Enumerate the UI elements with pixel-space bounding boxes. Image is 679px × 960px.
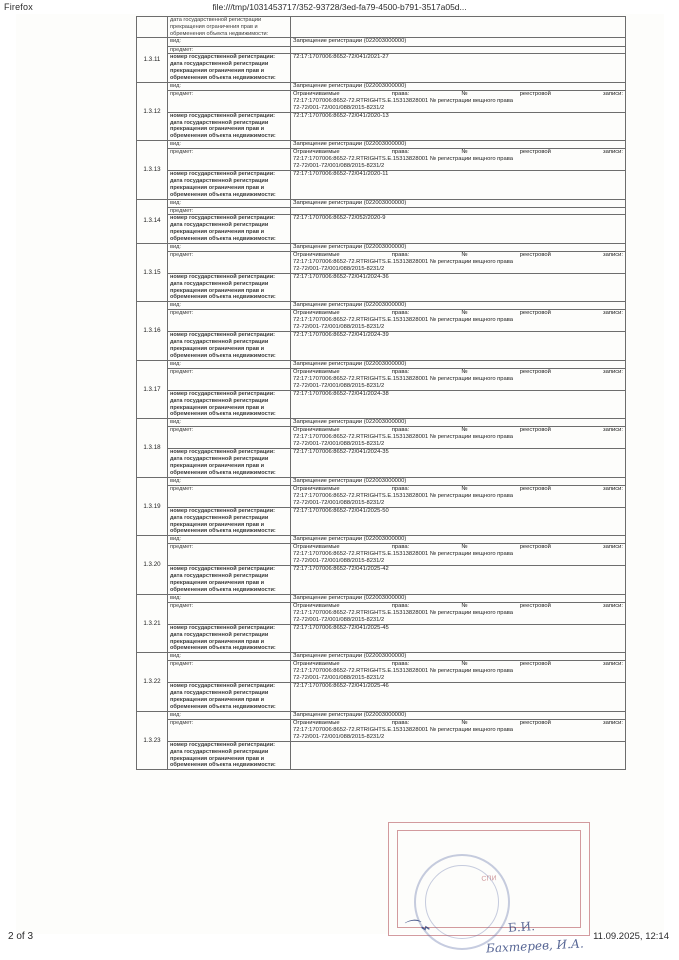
field-value-cell: Ограничиваемые права: № реестровой записи: 72:17:1707006:8652-72.RTRIGHTS.E.15313828001 № регистрации вещного права 72-72/001-72/001/088/2015-8231/2 [291, 485, 626, 507]
field-value-cell: Запрещение регистрации (022003000000) [291, 711, 626, 719]
record-number-cell: 1.3.14 [137, 199, 168, 243]
print-preview-url: file:///tmp/1031453717/352-93728/3ed-fa79-4500-b791-3517a05d... [212, 2, 467, 12]
table-row [137, 360, 626, 368]
field-label-cell: вид: [168, 243, 291, 251]
table-row [137, 54, 626, 82]
table-row [137, 711, 626, 719]
field-value-cell [291, 17, 626, 38]
table-row [137, 141, 626, 149]
field-value-cell: Запрещение регистрации (022003000000) [291, 302, 626, 310]
table-row [137, 602, 626, 624]
record-number-cell: 1.3.12 [137, 82, 168, 141]
field-value-cell: 72:17:1707006:8652-72/041/2025-42 [291, 566, 626, 594]
field-label-cell: номер государственной регистрации: дата государственной регистрации прекращения ограничения прав и обременения объекта недвижимости: [168, 566, 291, 594]
table-row [137, 207, 626, 215]
field-value-cell: Ограничиваемые права: № реестровой записи: 72:17:1707006:8652-72.RTRIGHTS.E.15313828001 № регистрации вещного права 72-72/001-72/001/088/2015-8231/2 [291, 251, 626, 273]
field-label-cell: вид: [168, 199, 291, 207]
field-label-cell: номер государственной регистрации: дата государственной регистрации прекращения ограничения прав и обременения объекта недвижимости: [168, 741, 291, 769]
record-number-cell: 1.3.15 [137, 243, 168, 302]
table-row [137, 719, 626, 741]
field-value-cell: Ограничиваемые права: № реестровой записи: 72:17:1707006:8652-72.RTRIGHTS.E.15313828001 № регистрации вещного права 72-72/001-72/001/088/2015-8231/2 [291, 427, 626, 449]
signature-initials: Б.И. [507, 919, 536, 935]
field-label-cell: номер государственной регистрации: дата государственной регистрации прекращения ограничения прав и обременения объекта недвижимости: [168, 332, 291, 360]
field-label-cell: номер государственной регистрации: дата государственной регистрации прекращения ограничения прав и обременения объекта недвижимости: [168, 215, 291, 243]
record-number-cell: 1.3.13 [137, 141, 168, 200]
table-row [137, 82, 626, 90]
field-value-cell: 72:17:1707006:8652-72/041/2024-39 [291, 332, 626, 360]
field-label-cell: вид: [168, 536, 291, 544]
table-row [137, 624, 626, 652]
field-label-cell: предмет: [168, 46, 291, 54]
record-number-cell: 1.3.16 [137, 302, 168, 361]
field-value-cell: Ограничиваемые права: № реестровой записи: 72:17:1707006:8652-72.RTRIGHTS.E.15313828001 № регистрации вещного права 72-72/001-72/001/088/2015-8231/2 [291, 661, 626, 683]
table-row [137, 449, 626, 477]
browser-app-label: Firefox [4, 2, 33, 12]
field-label-cell: номер государственной регистрации: дата государственной регистрации прекращения ограничения прав и обременения объекта недвижимости: [168, 683, 291, 711]
table-row [137, 90, 626, 112]
blue-seal-overlay [414, 854, 510, 950]
field-value-cell: 72:17:1707006:8652-72/041/2025-45 [291, 624, 626, 652]
table-row [137, 741, 626, 769]
field-label-cell: вид: [168, 477, 291, 485]
field-label-cell: номер государственной регистрации: дата государственной регистрации прекращения ограничения прав и обременения объекта недвижимости: [168, 507, 291, 535]
record-number-cell: 1.3.22 [137, 653, 168, 712]
registration-records-table [136, 16, 626, 770]
field-value-cell: Запрещение регистрации (022003000000) [291, 419, 626, 427]
field-value-cell: Запрещение регистрации (022003000000) [291, 360, 626, 368]
field-label-cell: номер государственной регистрации: дата государственной регистрации прекращения ограничения прав и обременения объекта недвижимости: [168, 54, 291, 82]
table-row [137, 536, 626, 544]
table-row [137, 661, 626, 683]
table-row [137, 566, 626, 594]
signature-name: Бахтерев, И.А. [485, 936, 585, 956]
field-label-cell: вид: [168, 711, 291, 719]
field-label-cell: номер государственной регистрации: дата государственной регистрации прекращения ограничения прав и обременения объекта недвижимости: [168, 449, 291, 477]
record-number-cell: 1.3.20 [137, 536, 168, 595]
field-value-cell: Ограничиваемые права: № реестровой записи: 72:17:1707006:8652-72.RTRIGHTS.E.15313828001 № регистрации вещного права 72-72/001-72/001/088/2015-8231/2 [291, 719, 626, 741]
field-value-cell: Запрещение регистрации (022003000000) [291, 536, 626, 544]
field-value-cell: 72:17:1707006:8652-72/041/2024-35 [291, 449, 626, 477]
field-value-cell: Ограничиваемые права: № реестровой записи: 72:17:1707006:8652-72.RTRIGHTS.E.15313828001 № регистрации вещного права 72-72/001-72/001/088/2015-8231/2 [291, 602, 626, 624]
field-value-cell: Ограничиваемые права: № реестровой записи: 72:17:1707006:8652-72.RTRIGHTS.E.15313828001 № регистрации вещного права 72-72/001-72/001/088/2015-8231/2 [291, 310, 626, 332]
table-row [137, 507, 626, 535]
red-stamp-overlay [388, 822, 590, 936]
field-label-cell: вид: [168, 38, 291, 46]
field-label-cell: номер государственной регистрации: дата государственной регистрации прекращения ограничения прав и обременения объекта недвижимости: [168, 112, 291, 140]
field-label-cell: номер государственной регистрации: дата государственной регистрации прекращения ограничения прав и обременения объекта недвижимости: [168, 273, 291, 301]
field-label-cell: вид: [168, 302, 291, 310]
field-value-cell [291, 741, 626, 769]
field-value-cell: 72:17:1707006:8652-72/041/2024-38 [291, 390, 626, 418]
record-number-cell: 1.3.18 [137, 419, 168, 478]
field-value-cell: 72:17:1707006:8652-72/041/2020-13 [291, 112, 626, 140]
field-label-cell: вид: [168, 360, 291, 368]
field-value-cell: Ограничиваемые права: № реестровой записи: 72:17:1707006:8652-72.RTRIGHTS.E.15313828001 № регистрации вещного права 72-72/001-72/001/088/2015-8231/2 [291, 90, 626, 112]
table-row [137, 427, 626, 449]
table-row [137, 390, 626, 418]
field-label-cell: вид: [168, 594, 291, 602]
field-label-cell: вид: [168, 419, 291, 427]
table-row [137, 485, 626, 507]
table-row [137, 273, 626, 301]
table-row [137, 149, 626, 171]
table-row [137, 17, 626, 38]
handwritten-signature: ⌒⌁ [401, 918, 431, 940]
table-row [137, 477, 626, 485]
field-label-cell: предмет: [168, 427, 291, 449]
field-value-cell: 72:17:1707006:8652-72/041/2025-50 [291, 507, 626, 535]
table-row [137, 653, 626, 661]
field-value-cell: Запрещение регистрации (022003000000) [291, 594, 626, 602]
field-label-cell: номер государственной регистрации: дата государственной регистрации прекращения ограничения прав и обременения объекта недвижимости: [168, 624, 291, 652]
field-label-cell: предмет: [168, 310, 291, 332]
table-row [137, 251, 626, 273]
table-row [137, 215, 626, 243]
table-row [137, 199, 626, 207]
record-number-cell [137, 17, 168, 38]
field-value-cell: Запрещение регистрации (022003000000) [291, 477, 626, 485]
table-row [137, 332, 626, 360]
table-row [137, 683, 626, 711]
field-label-cell: вид: [168, 82, 291, 90]
table-row [137, 419, 626, 427]
field-value-cell: Запрещение регистрации (022003000000) [291, 82, 626, 90]
field-label-cell: дата государственной регистрации прекращения ограничения прав и обременения объекта недвижимости: [168, 17, 291, 38]
table-row [137, 310, 626, 332]
field-label-cell: предмет: [168, 661, 291, 683]
table-row [137, 112, 626, 140]
record-number-cell: 1.3.17 [137, 360, 168, 419]
table-row [137, 46, 626, 54]
table-row [137, 302, 626, 310]
field-value-cell [291, 46, 626, 54]
field-label-cell: предмет: [168, 207, 291, 215]
field-label-cell: предмет: [168, 90, 291, 112]
table-row [137, 171, 626, 199]
stamp-text: СПИ [481, 875, 497, 883]
field-value-cell: Запрещение регистрации (022003000000) [291, 141, 626, 149]
field-label-cell: вид: [168, 141, 291, 149]
field-label-cell: предмет: [168, 602, 291, 624]
field-label-cell: предмет: [168, 149, 291, 171]
table-row [137, 594, 626, 602]
field-label-cell: предмет: [168, 485, 291, 507]
field-label-cell: предмет: [168, 544, 291, 566]
field-value-cell: Ограничиваемые права: № реестровой записи: 72:17:1707006:8652-72.RTRIGHTS.E.15313828001 № регистрации вещного права 72-72/001-72/001/088/2015-8231/2 [291, 544, 626, 566]
field-label-cell: номер государственной регистрации: дата государственной регистрации прекращения ограничения прав и обременения объекта недвижимости: [168, 390, 291, 418]
field-value-cell: Запрещение регистрации (022003000000) [291, 653, 626, 661]
field-value-cell: Запрещение регистрации (022003000000) [291, 199, 626, 207]
record-number-cell: 1.3.23 [137, 711, 168, 770]
print-timestamp: 11.09.2025, 12:14 [593, 931, 669, 942]
field-value-cell [291, 207, 626, 215]
field-value-cell: 72:17:1707006:8652-72/041/2025-46 [291, 683, 626, 711]
field-value-cell: 72:17:1707006:8652-72/052/2020-9 [291, 215, 626, 243]
record-number-cell: 1.3.21 [137, 594, 168, 653]
table-row [137, 544, 626, 566]
table-row [137, 243, 626, 251]
table-row [137, 368, 626, 390]
field-label-cell: предмет: [168, 251, 291, 273]
record-number-cell: 1.3.19 [137, 477, 168, 536]
field-value-cell: Запрещение регистрации (022003000000) [291, 38, 626, 46]
record-number-cell: 1.3.11 [137, 38, 168, 82]
field-value-cell: 72:17:1707006:8652-72/041/2021-27 [291, 54, 626, 82]
field-value-cell: Запрещение регистрации (022003000000) [291, 243, 626, 251]
field-label-cell: предмет: [168, 368, 291, 390]
field-value-cell: 72:17:1707006:8652-72/041/2020-11 [291, 171, 626, 199]
field-label-cell: вид: [168, 653, 291, 661]
field-label-cell: номер государственной регистрации: дата государственной регистрации прекращения ограничения прав и обременения объекта недвижимости: [168, 171, 291, 199]
field-value-cell: Ограничиваемые права: № реестровой записи: 72:17:1707006:8652-72.RTRIGHTS.E.15313828001 № регистрации вещного права 72-72/001-72/001/088/2015-8231/2 [291, 149, 626, 171]
field-value-cell: 72:17:1707006:8652-72/041/2024-36 [291, 273, 626, 301]
table-row [137, 38, 626, 46]
field-value-cell: Ограничиваемые права: № реестровой записи: 72:17:1707006:8652-72.RTRIGHTS.E.15313828001 № регистрации вещного права 72-72/001-72/001/088/2015-8231/2 [291, 368, 626, 390]
page-indicator: 2 of 3 [8, 931, 34, 942]
field-label-cell: предмет: [168, 719, 291, 741]
